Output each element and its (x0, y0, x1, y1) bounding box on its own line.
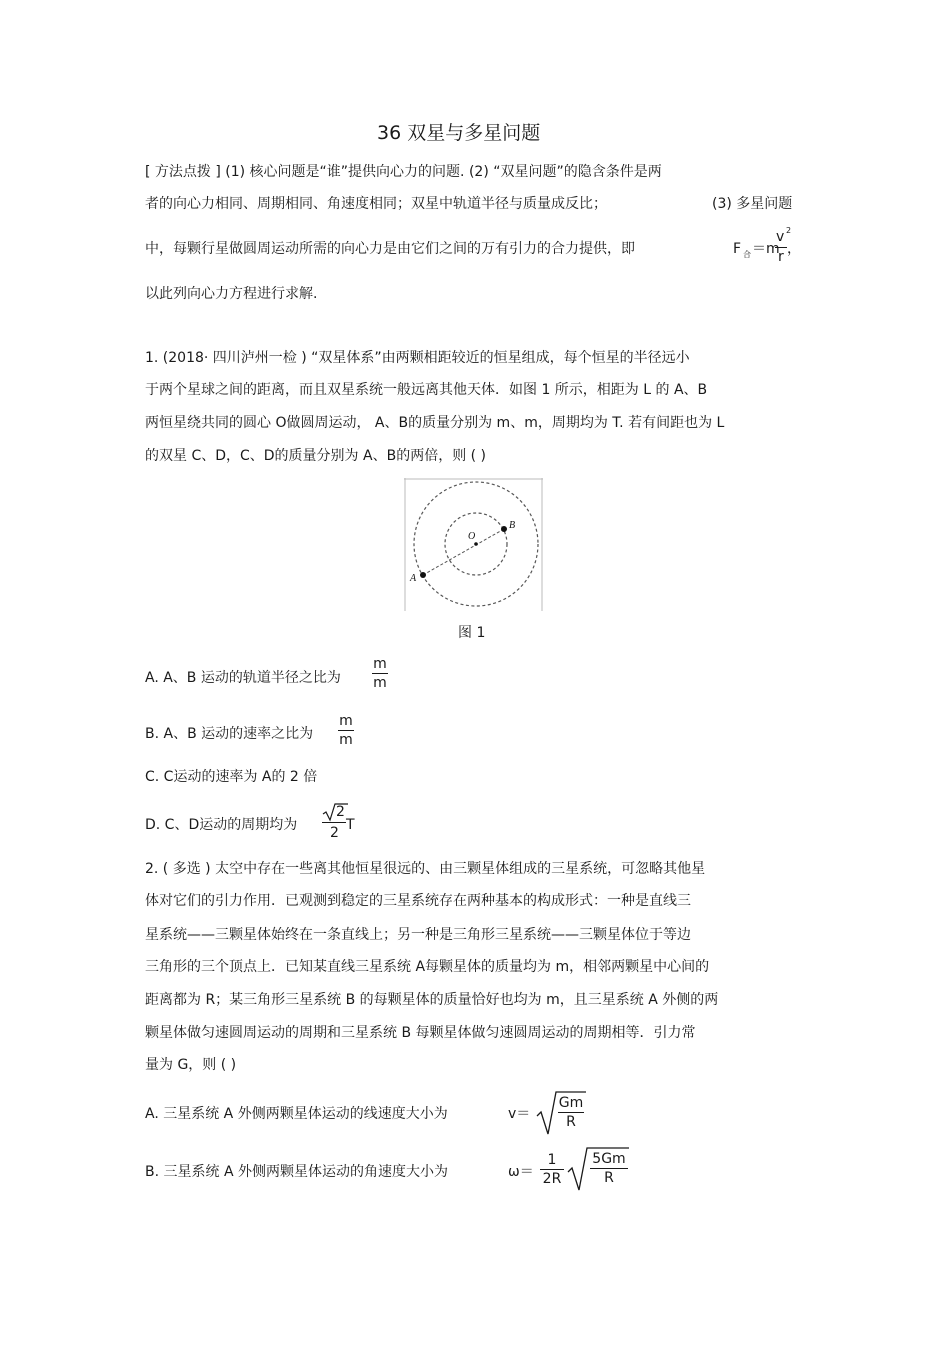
figure-1 (404, 478, 543, 611)
star-b (501, 526, 507, 532)
q1-option-d: D. C、D运动的周期均为 (145, 817, 298, 833)
formula-comma: ， (787, 241, 801, 257)
label-b: B (509, 520, 516, 531)
method-line-3: 中，每颗行星做圆周运动所需的向心力是由它们之间的万有引力的合力提供，即 (145, 241, 635, 257)
frac-den: m (339, 732, 353, 748)
formula-sub: 合 (743, 250, 751, 259)
method-line-2b: (3) 多星问题 (712, 196, 793, 212)
q2-option-b: B. 三星系统 A 外侧两颗星体运动的角速度大小为 (145, 1164, 448, 1180)
q2-line-2: 体对它们的引力作用．已观测到稳定的三星系统存在两种基本的构成形式：一种是直线三 (145, 893, 691, 909)
sqrt-radicand: 2 (336, 804, 345, 820)
frac-num: 5Gm (592, 1151, 626, 1167)
q1-option-a-fraction (372, 656, 388, 691)
q2-line-6: 颗星体做匀速圆周运动的周期和三星系统 B 每颗星体做匀速圆周运动的周期相等．引力常 (145, 1025, 696, 1041)
q1-line-3: 两恒星绕共同的圆心 O做圆周运动， A、B的质量分别为 m、m，周期均为 T. 若有间距也为 L (145, 415, 725, 431)
center-o (474, 542, 478, 546)
q2-line-1: 2. ( 多选 ) 太空中存在一些离其他恒星很远的、由三颗星体组成的三星系统，可忽略其他星 (145, 861, 706, 877)
frac-num: 1 (547, 1152, 557, 1168)
frac-den: 2R (542, 1171, 562, 1187)
q1-line-4: 的双星 C、D，C、D的质量分别为 A、B的两倍，则 ( ) (145, 448, 487, 464)
frac-den: R (566, 1114, 576, 1130)
frac-bar (322, 822, 346, 823)
frac-den: 2 (330, 825, 339, 841)
q2-line-3: 星系统——三颗星体始终在一条直线上；另一种是三角形三星系统——三颗星体位于等边 (145, 927, 691, 943)
q1-line-1: 1. (2018· 四川泸州一检 ) “双星体系”由两颗相距较近的恒星组成，每个恒星的半径远小 (145, 350, 690, 366)
frac-den: m (373, 675, 387, 691)
formula-num: v (776, 229, 785, 245)
label-a: A (410, 573, 417, 584)
formula-f: F (733, 241, 742, 257)
formula-lhs: v＝ (508, 1106, 531, 1122)
q2-line-4: 三角形的三个顶点上．已知某直线三星系统 A每颗星体的质量均为 m，相邻两颗星中心间的 (145, 959, 710, 975)
formula-den: r (778, 249, 784, 265)
q1-option-b: B. A、B 运动的速率之比为 (145, 726, 314, 742)
q2-line-5: 距离都为 R；某三角形三星系统 B 的每颗星体的质量恰好也均为 m，且三星系统 A 外侧的两 (145, 992, 719, 1008)
method-line-1: [ 方法点拨 ] (1) 核心问题是“谁”提供向心力的问题. (2) “双星问题”的隐含条件是两 (145, 164, 662, 180)
star-a (420, 572, 426, 578)
method-line-4: 以此列向心力方程进行求解. (145, 286, 318, 302)
frac-bar (558, 1112, 584, 1113)
q2-option-a: A. 三星系统 A 外侧两颗星体运动的线速度大小为 (145, 1106, 448, 1122)
q1-line-2: 于两个星球之间的距离，而且双星系统一般远离其他天体．如图 1 所示，相距为 L 的 A、B (145, 382, 708, 398)
q1-option-a: A. A、B 运动的轨道半径之比为 (145, 670, 341, 686)
frac-bar (540, 1169, 564, 1170)
frac-bar (372, 673, 388, 674)
frac-den: R (604, 1170, 614, 1186)
method-line-2: 者的向心力相同、周期相同、角速度相同；双星中轨道半径与质量成反比； (145, 196, 607, 212)
connecting-line (423, 529, 504, 575)
sqrt-fraction (558, 1095, 584, 1130)
q2-line-7: 量为 G，则 ( ) (145, 1057, 237, 1073)
binary-star-diagram (404, 478, 543, 611)
formula-lhs: ω＝ (508, 1164, 534, 1180)
sqrt-fraction (590, 1151, 628, 1186)
coef-fraction (540, 1152, 564, 1187)
frac-num: Gm (558, 1095, 584, 1111)
q1-option-c: C. C运动的速率为 A的 2 倍 (145, 769, 318, 785)
q1-option-b-fraction (338, 713, 354, 748)
frac-bar (590, 1168, 628, 1169)
label-o: O (468, 531, 476, 542)
period-t: T (346, 817, 355, 833)
frac-num: m (373, 656, 387, 672)
figure-1-caption: 图 1 (458, 625, 486, 641)
frac-bar (338, 730, 354, 731)
page-title: 36 双星与多星问题 (377, 122, 541, 144)
formula-eq: ＝m (752, 241, 780, 257)
frac-num: m (339, 713, 353, 729)
formula-sup: 2 (786, 226, 792, 235)
